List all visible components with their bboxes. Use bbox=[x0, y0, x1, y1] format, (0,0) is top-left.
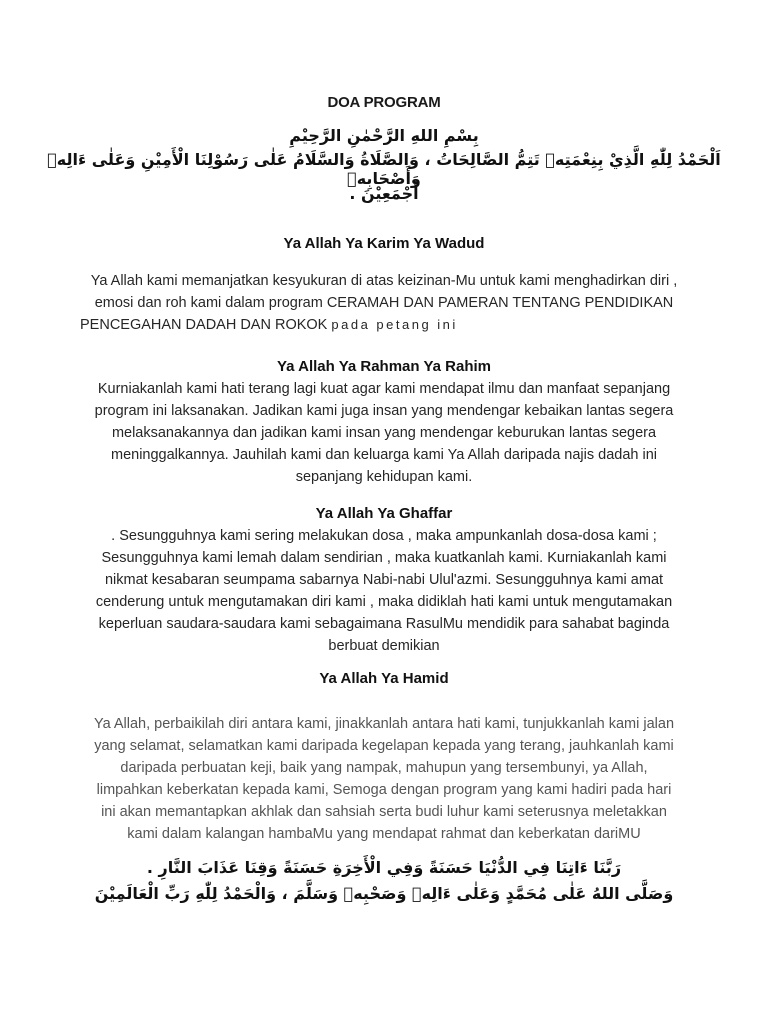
paragraph-line: Sesungguhnya kami lemah dalam sendirian , maka kuatkanlah kami. Kurniakanlah kami bbox=[101, 550, 667, 566]
page-title: DOA PROGRAM bbox=[327, 94, 441, 111]
paragraph-line: sepanjang kehidupan kami. bbox=[295, 469, 473, 485]
paragraph-line: ini akan memantapkan akhlak dan sahsiah serta budi luhur kami seterusnya meletakkan bbox=[101, 804, 667, 820]
arabic-closing-doa-line-1: رَبَّنَا ءَاتِنَا فِي الدُّنْيَا حَسَنَةً وَفِي الْأَخِرَةِ حَسَنَةً وَقِنَا عَذَابَ النَّارِ . bbox=[146, 858, 622, 877]
paragraph-line: program ini laksanakan. Jadikan kami juga insan yang mendengar kebaikan lantas segera bbox=[94, 403, 674, 419]
paragraph-line: daripada perbuatan keji, baik yang nampak, mahupun yang tersembunyi, ya Allah, bbox=[120, 760, 648, 776]
arabic-closing-doa-line-2: وَصَلَّى اللهُ عَلٰى مُحَمَّدٍ وَعَلٰى ءَالِهٖ وَصَحْبِهٖ وَسَلَّمَ ، وَالْحَمْدُ لِلّٰهِ رَبِّ الْعَالَمِيْنَ bbox=[94, 884, 674, 903]
paragraph-line: berbuat demikian bbox=[328, 638, 440, 654]
arabic-opening-line-2: أَجْمَعِيْنَ . bbox=[349, 184, 419, 203]
paragraph-line: Ya Allah, perbaikilah diri antara kami, jinakkanlah antara hati kami, tunjukkanlah kami jalan bbox=[93, 716, 675, 732]
section-heading-karim-wadud: Ya Allah Ya Karim Ya Wadud bbox=[283, 235, 485, 252]
arabic-opening-line-1: اَلْحَمْدُ لِلّٰهِ الَّذِيْ بِنِعْمَتِهٖ تَتِمُّ الصَّالِحَاتُ ، وَالصَّلَاةُ وَالسَّلَامُ عَلٰى رَسُوْلِنَا الْأَمِيْنِ وَعَلٰى ءَالِهٖ وَأَصْحَابِهٖ bbox=[47, 150, 721, 188]
section-paragraph-hamid bbox=[60, 713, 708, 845]
bismillah-text: بِسْمِ اللهِ الرَّحْمٰنِ الرَّحِيْمِ bbox=[289, 126, 479, 145]
section-paragraph-ghaffar bbox=[60, 525, 708, 657]
paragraph-line: . Sesungguhnya kami sering melakukan dosa , maka ampunkanlah dosa-dosa kami ; bbox=[111, 528, 657, 544]
paragraph-line: meninggalkannya. Jauhilah kami dan keluarga kami Ya Allah daripada najis dadah ini bbox=[111, 447, 657, 463]
paragraph-line: limpahkan keberkatan kepada kami, Semoga dengan program yang kami hadiri pada hari bbox=[96, 782, 672, 798]
section-heading-ghaffar: Ya Allah Ya Ghaffar bbox=[315, 505, 453, 522]
section-paragraph-rahman-rahim bbox=[60, 378, 708, 488]
section-heading-hamid: Ya Allah Ya Hamid bbox=[319, 670, 449, 687]
paragraph-line: emosi dan roh kami dalam program CERAMAH DAN PAMERAN TENTANG PENDIDIKAN bbox=[94, 295, 674, 311]
paragraph-line: kami dalam kalangan hambaMu yang mendapat rahmat dan keberkatan dariMU bbox=[127, 826, 641, 842]
paragraph-line: PENCEGAHAN DADAH DAN ROKOK bbox=[80, 317, 328, 333]
section-heading-rahman-rahim: Ya Allah Ya Rahman Ya Rahim bbox=[277, 358, 491, 375]
paragraph-line: Ya Allah kami memanjatkan kesyukuran di atas keizinan-Mu untuk kami menghadirkan diri , bbox=[90, 273, 678, 289]
paragraph-line: keperluan saudara-saudara kami sebagaimana RasulMu mendidik para sahabat baginda bbox=[98, 616, 670, 632]
paragraph-line: Kurniakanlah kami hati terang lagi kuat agar kami mendapat ilmu dan manfaat sepanjang bbox=[97, 381, 671, 397]
paragraph-line: cenderung untuk mengutamakan diri kami , maka didiklah hati kami untuk mengutamakan bbox=[95, 594, 673, 610]
paragraph-line: melaksanakannya dan jadikan kami insan yang mendengar keburukan lantas segera bbox=[111, 425, 657, 441]
paragraph-line-spaced: pada petang ini bbox=[331, 317, 458, 332]
paragraph-line: yang selamat, selamatkan kami daripada kegelapan kepada yang terang, jauhkanlah kami bbox=[94, 738, 674, 754]
section-paragraph-karim-wadud bbox=[80, 270, 688, 336]
paragraph-line: nikmat kesabaran seumpama sabarnya Nabi-nabi Ulul'azmi. Sesungguhnya kami amat bbox=[104, 572, 664, 588]
